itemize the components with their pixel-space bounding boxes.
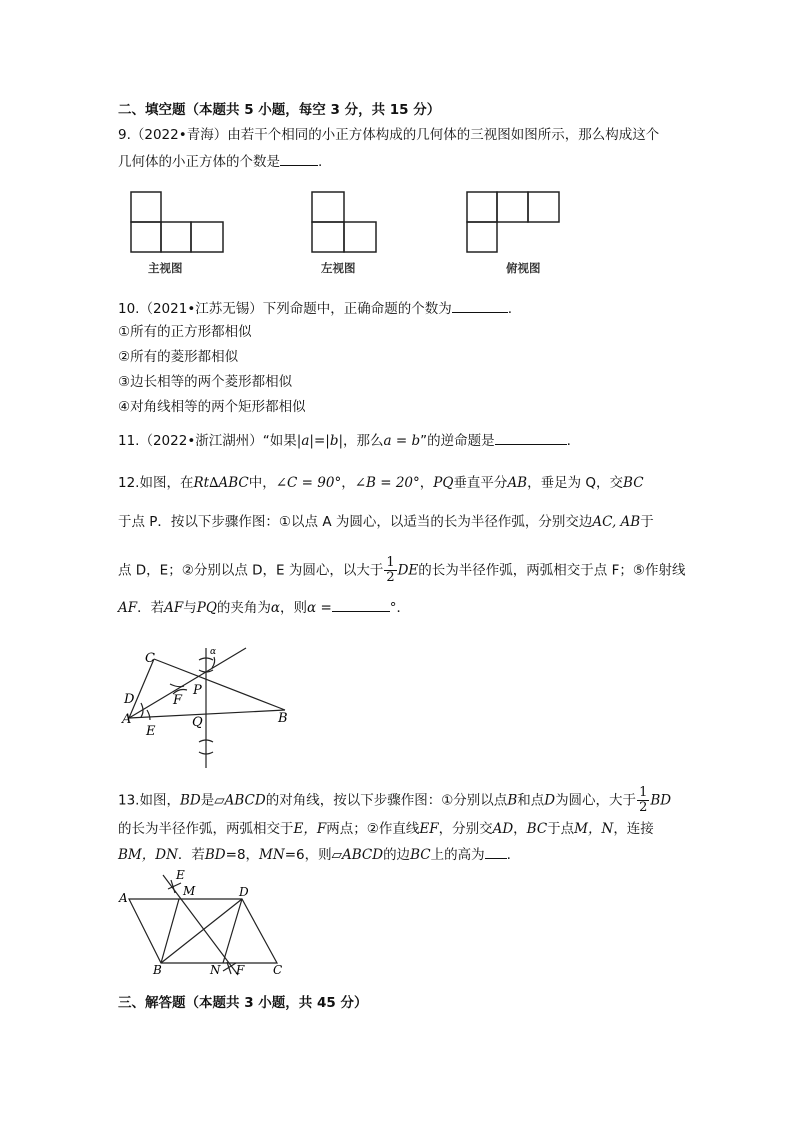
q13-text-i: 于点	[547, 821, 575, 837]
q12-half-fraction	[384, 556, 396, 585]
top-view-label: 俯视图	[506, 261, 541, 275]
q12-label-d: D	[124, 692, 135, 707]
section-heading-answers: 三、解答题（本题共 3 小题，共 45 分）	[118, 995, 368, 1011]
q9-stem-line2	[118, 153, 322, 171]
q12-pq2: PQ	[196, 600, 217, 616]
three-views-figure	[120, 185, 580, 255]
q12-text-c: 垂直平分	[453, 475, 508, 491]
q13-text-k: ．若	[177, 847, 205, 863]
q12-comma2: ，	[419, 475, 434, 491]
q11-end: .	[566, 433, 571, 449]
q12-af2: AF	[164, 600, 184, 616]
q13-ef: E，F	[293, 821, 327, 837]
q12-text-j: 与	[183, 600, 197, 616]
q12-text-b: 中，	[248, 475, 276, 491]
q13-line1	[118, 786, 671, 815]
q13-text-o: 上的高为	[430, 847, 485, 863]
q12-line3	[118, 556, 685, 585]
q11-suffix: ”的逆命题是	[420, 433, 495, 449]
q9-stem-end: .	[318, 154, 323, 170]
q13-parallelogram: ▱ABCD	[214, 792, 266, 809]
q13-label-e: E	[176, 868, 185, 882]
q13-bm-dn: BM，DN	[118, 847, 178, 863]
q12-triangle-figure	[115, 640, 305, 775]
q13-d: D	[544, 792, 556, 809]
q13-text-b: 是	[200, 792, 215, 809]
q12-half-den: 2	[386, 570, 395, 585]
left-view-label: 左视图	[321, 261, 356, 275]
q13-bd2: BD	[650, 792, 672, 809]
q13-text-n: 的边	[383, 847, 411, 863]
q12-angle-b: ∠B = 20°	[354, 475, 420, 491]
q11-abs-b: |b|	[325, 433, 344, 449]
q13-comma: ，	[513, 821, 527, 837]
q12-label-a: A	[122, 712, 132, 727]
q12-label-e: E	[146, 724, 156, 739]
q11-answer-blank	[495, 432, 567, 445]
q13-text-h: ，分别交	[438, 821, 493, 837]
q13-label-a: A	[119, 891, 128, 905]
q12-label-q: Q	[192, 715, 203, 730]
q13-text-m: =6，则	[284, 847, 332, 863]
q10-option-4: ④对角线相等的两个矩形都相似	[118, 399, 306, 415]
q12-text-l: ，则	[280, 600, 308, 616]
q13-end: .	[506, 847, 511, 863]
q13-text-j: ，连接	[613, 821, 654, 837]
q13-half-den: 2	[639, 800, 648, 815]
q13-label-n: N	[210, 963, 221, 977]
q13-label-d: D	[239, 885, 249, 899]
q10-stem-end: .	[507, 301, 513, 317]
q12-degree: °	[389, 600, 397, 616]
q12-ac-ab: AC, AB	[592, 514, 641, 530]
q10-option-2: ②所有的菱形都相似	[118, 349, 239, 365]
q13-b: B	[507, 792, 518, 809]
q12-alpha-eq: α =	[307, 600, 332, 616]
left-view-drawing	[312, 192, 376, 252]
q13-half-fraction	[637, 786, 649, 815]
q13-ad: AD	[492, 821, 514, 837]
q12-text-k: 的夹角为	[216, 600, 271, 616]
q13-parallelogram2: ▱ABCD	[331, 847, 384, 863]
q9-stem-text: 几何体的小正方体的个数是	[118, 154, 280, 170]
q12-label-b: B	[278, 711, 288, 726]
q10-option-1: ①所有的正方形都相似	[118, 324, 252, 340]
q12-line2	[118, 513, 654, 531]
q12-line4	[118, 599, 410, 617]
q13-text-c: 的对角线，按以下步骤作图：①分别以点	[265, 792, 508, 809]
q12-label-alpha: α	[210, 647, 217, 657]
q13-bd3: BD	[204, 847, 226, 863]
q13-label-c: C	[273, 963, 283, 977]
q11-stem	[118, 432, 571, 450]
q13-line2	[118, 820, 654, 838]
section-heading-fill-in: 二、填空题（本题共 5 小题，每空 3 分，共 15 分）	[118, 102, 441, 118]
q12-text-e: 于点 P．按以下步骤作图：①以点 A 为圆心，以适当的长为半径作弧，分别交边	[118, 514, 593, 530]
q13-text-f: 的长为半径作弧，两弧相交于	[118, 821, 294, 837]
q12-text-d: ，垂足为 Q，交	[527, 475, 624, 491]
q12-alpha: α	[270, 600, 281, 616]
q12-de: DE	[397, 562, 419, 579]
q13-bc: BC	[526, 821, 548, 837]
q12-af: AF	[118, 600, 138, 616]
q9-stem-line1: 9.（2022•青海）由若干个相同的小正方体构成的几何体的三视图如图所示，那么构成这个	[118, 127, 660, 143]
q13-bd: BD	[179, 792, 201, 809]
q12-label-f: F	[173, 693, 183, 708]
q11-prefix: 11.（2022•浙江湖州）“如果	[118, 433, 297, 449]
q12-text-h: 的长为半径作弧，两弧相交于点 F；⑤作射线	[418, 562, 686, 579]
q13-text-a: 13.如图，	[118, 792, 180, 809]
q11-equals: =	[313, 433, 326, 449]
q12-line1	[118, 474, 644, 492]
q13-half-num: 1	[639, 785, 648, 800]
q13-mn2: MN	[259, 847, 285, 863]
q12-answer-blank	[332, 599, 390, 612]
front-view-label: 主视图	[148, 261, 183, 275]
q11-a-eq-b: a = b	[383, 433, 421, 449]
q12-triangle: Rt∆ABC	[193, 475, 249, 491]
q12-ab: AB	[507, 475, 528, 491]
q10-option-3: ③边长相等的两个菱形都相似	[118, 374, 293, 390]
q13-label-m: M	[183, 884, 196, 898]
q13-label-b: B	[153, 963, 162, 977]
q13-text-e: 为圆心，大于	[555, 792, 637, 809]
q12-pq: PQ	[433, 475, 454, 491]
q12-bc: BC	[623, 475, 644, 491]
q12-text-a: 12.如图，在	[118, 475, 194, 491]
q12-comma1: ，	[341, 475, 355, 491]
q12-half-num: 1	[386, 555, 395, 570]
q12-label-p: P	[193, 683, 202, 698]
q10-stem-text: 10.（2021•江苏无锡）下列命题中，正确命题的个数为	[118, 301, 452, 317]
q11-mid: ，那么	[343, 433, 384, 449]
q11-abs-a: |a|	[296, 433, 314, 449]
q12-text-i: ．若	[137, 600, 165, 616]
q13-ef2: EF	[419, 821, 439, 837]
front-view-drawing	[131, 192, 223, 252]
q9-answer-blank	[280, 153, 318, 166]
q13-parallelogram-figure	[115, 867, 295, 979]
q13-text-l: =8，	[225, 847, 260, 863]
q10-stem	[118, 300, 512, 318]
q13-text-d: 和点	[517, 792, 545, 809]
q13-mn: M，N	[574, 821, 614, 837]
q13-answer-blank	[485, 846, 507, 859]
q13-line3	[118, 846, 511, 864]
top-view-drawing	[467, 192, 559, 252]
q12-end: ．	[396, 600, 411, 616]
q12-text-g: 点 D，E；②分别以点 D，E 为圆心，以大于	[118, 562, 384, 579]
q10-answer-blank	[452, 300, 508, 313]
q12-text-f: 于	[640, 514, 654, 530]
q13-label-f: F	[236, 963, 245, 977]
q12-angle-c: ∠C = 90°	[275, 475, 342, 491]
q12-label-c: C	[145, 651, 155, 666]
q13-text-g: 两点；②作直线	[326, 821, 420, 837]
q13-bc2: BC	[410, 847, 431, 863]
